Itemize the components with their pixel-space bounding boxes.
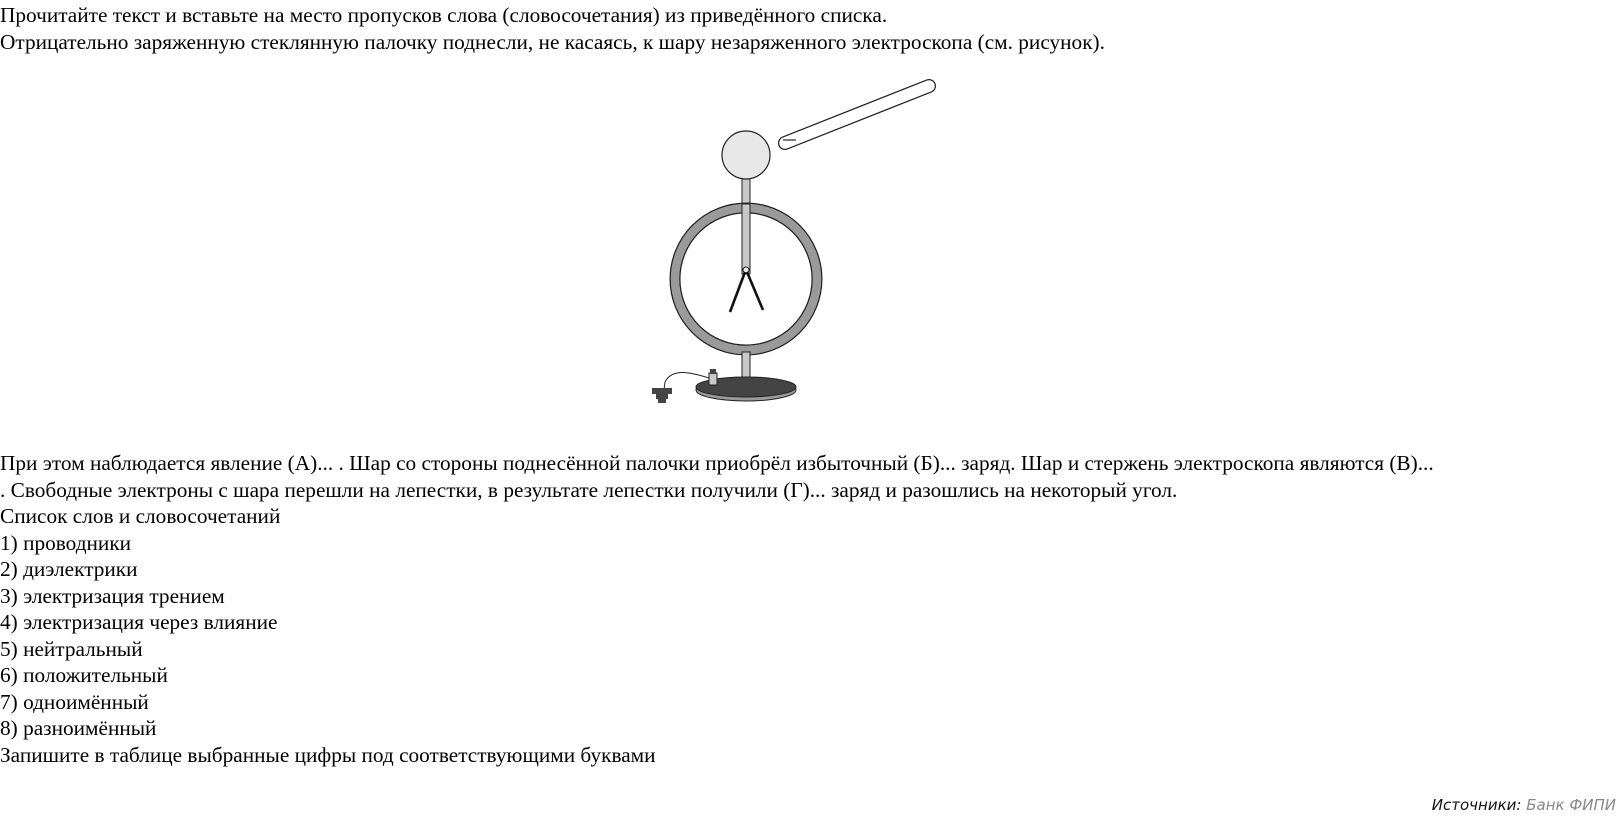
option-item: 1) проводники xyxy=(0,530,132,555)
source-link[interactable]: Банк ФИПИ xyxy=(1526,796,1616,814)
glass-rod-icon xyxy=(783,86,929,143)
electroscope-figure xyxy=(650,76,950,416)
option-item: 3) электризация трением xyxy=(0,583,225,608)
electroscope-leaves-icon xyxy=(730,267,763,312)
passage-line-1: При этом наблюдается явление (А)... . Шар со стороны поднесённой палочки приобрёл избыточный (Б)... заряд. Шар и стержень электроскопа являются (В)... xyxy=(0,451,1434,475)
task-instruction: Прочитайте текст и вставьте на место пропусков слова (словосочетания) из приведённого списка. xyxy=(0,3,888,27)
passage-line-2: . Свободные электроны с шара перешли на лепестки, в результате лепестки получили (Г)... заряд и разошлись на некоторый угол. xyxy=(0,477,1178,502)
option-item: 6) положительный xyxy=(0,663,168,687)
option-item: 7) одноимённый xyxy=(0,689,149,714)
option-item: 8) разноимённый xyxy=(0,716,157,740)
task-body xyxy=(0,450,1434,768)
task-intro xyxy=(0,2,1105,55)
word-list-title: Список слов и словосочетаний xyxy=(0,504,281,528)
option-item: 2) диэлектрики xyxy=(0,557,138,581)
source-label: Источники: xyxy=(1431,796,1522,814)
answer-prompt: Запишите в таблице выбранные цифры под соответствующими буквами xyxy=(0,742,656,767)
option-item: 4) электризация через влияние xyxy=(0,610,278,634)
option-item: 5) нейтральный xyxy=(0,636,143,661)
electroscope-ball-icon xyxy=(722,131,770,179)
source-footer xyxy=(1432,796,1616,814)
task-setup: Отрицательно заряженную стеклянную палочку поднесли, не касаясь, к шару незаряженного электроскопа (см. рисунок). xyxy=(0,29,1105,54)
